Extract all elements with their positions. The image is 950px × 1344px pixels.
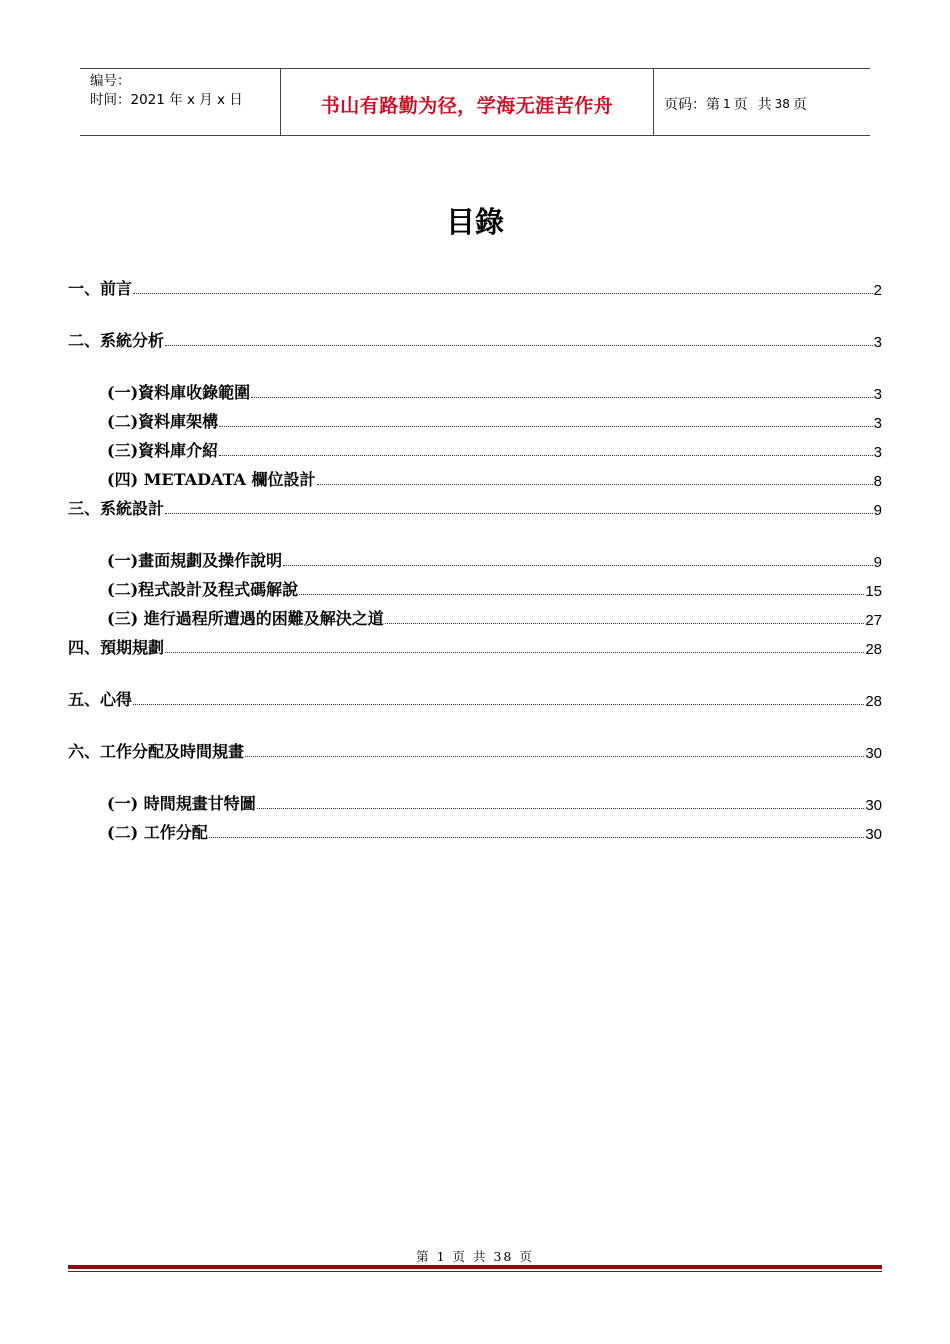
toc-entry-page: 15 <box>865 583 882 600</box>
toc-leader <box>245 756 864 757</box>
page-title: 目錄 <box>445 205 504 239</box>
header-meta <box>80 69 281 135</box>
toc-entry[interactable] <box>107 468 882 490</box>
toc-entry-page: 9 <box>873 502 882 519</box>
toc-leader <box>165 345 873 346</box>
toc-leader <box>209 837 865 838</box>
toc-entry[interactable] <box>107 578 882 600</box>
toc-entry[interactable] <box>68 636 882 658</box>
toc-entry-page: 28 <box>865 693 882 710</box>
toc-leader <box>283 565 873 566</box>
header-page-info <box>654 69 870 135</box>
header-number-label: 编号： <box>90 73 131 89</box>
toc-entry-label: (二)程式設計及程式碼解說 <box>107 580 299 599</box>
toc-entry-page: 3 <box>873 334 882 351</box>
toc-entry-label: 四、預期規劃 <box>68 638 165 657</box>
toc-leader <box>299 594 864 595</box>
footer-divider-thin <box>68 1271 882 1272</box>
toc-leader <box>219 426 873 427</box>
toc-leader <box>165 513 873 514</box>
toc-entry-page: 3 <box>873 386 882 403</box>
page-footer: 第 1 页 共 38 页 <box>416 1249 534 1264</box>
toc-leader <box>251 397 873 398</box>
toc-entry[interactable] <box>107 792 882 814</box>
toc-leader <box>133 704 864 705</box>
footer-divider-thick <box>68 1265 882 1269</box>
toc-entry[interactable] <box>107 381 882 403</box>
toc-leader <box>133 293 873 294</box>
toc-entry[interactable] <box>68 329 882 351</box>
toc-leader <box>317 484 873 485</box>
toc-entry[interactable] <box>68 277 882 299</box>
toc-entry-label: 六、工作分配及時間規畫 <box>68 742 245 761</box>
toc-entry-page: 3 <box>873 415 882 432</box>
header-total-prefix: 共 <box>757 97 772 113</box>
toc-entry-page: 30 <box>865 826 882 843</box>
toc-entry-page: 2 <box>873 282 882 299</box>
toc-leader <box>165 652 864 653</box>
header-motto: 书山有路勤为径，学海无涯苦作舟 <box>281 69 654 135</box>
header-page-current: 1 <box>723 97 731 111</box>
toc-entry[interactable] <box>107 549 882 571</box>
toc-entry[interactable] <box>107 821 882 843</box>
toc-entry-label: 一、前言 <box>68 279 133 298</box>
header-page-unit: 页 <box>733 97 748 113</box>
toc-entry-label: (三) 進行過程所遭遇的困難及解決之道 <box>107 609 384 628</box>
toc-entry-label: (二) 工作分配 <box>107 823 208 842</box>
header-total-unit: 页 <box>792 97 807 113</box>
toc-entry-label: 五、心得 <box>68 690 133 709</box>
toc-leader <box>257 808 865 809</box>
toc-leader <box>385 623 865 624</box>
toc-entry-page: 27 <box>865 612 882 629</box>
toc-entry-page: 28 <box>865 641 882 658</box>
page-header <box>80 68 870 136</box>
header-page-prefix: 页码：第 <box>664 97 720 113</box>
toc-entry-label: 二、系統分析 <box>68 331 165 350</box>
toc-entry-label: (二)資料庫架構 <box>107 412 219 431</box>
toc-entry[interactable] <box>107 410 882 432</box>
toc-entry-label: (一)畫面規劃及操作說明 <box>107 551 283 570</box>
toc-leader <box>219 455 873 456</box>
toc-entry[interactable] <box>107 607 882 629</box>
toc-entry-page: 3 <box>873 444 882 461</box>
toc-entry-page: 8 <box>873 473 882 490</box>
toc-entry-label: (一) 時間規畫甘特圖 <box>107 794 256 813</box>
toc-entry-label: (三)資料庫介紹 <box>107 441 219 460</box>
toc-entry-label: 三、系統設計 <box>68 499 165 518</box>
toc-entry-label: (四) METADATA 欄位設計 <box>107 470 316 489</box>
toc-entry[interactable] <box>68 497 882 519</box>
toc-entry[interactable] <box>68 688 882 710</box>
toc-entry[interactable] <box>68 740 882 762</box>
header-time-label: 时间：2021 年 x 月 x 日 <box>90 92 243 108</box>
toc-entry-page: 30 <box>865 797 882 814</box>
header-page-total: 38 <box>774 97 790 111</box>
toc-entry-label: (一)資料庫收錄範圍 <box>107 383 251 402</box>
toc-entry-page: 30 <box>865 745 882 762</box>
toc-entry-page: 9 <box>873 554 882 571</box>
toc-entry[interactable] <box>107 439 882 461</box>
